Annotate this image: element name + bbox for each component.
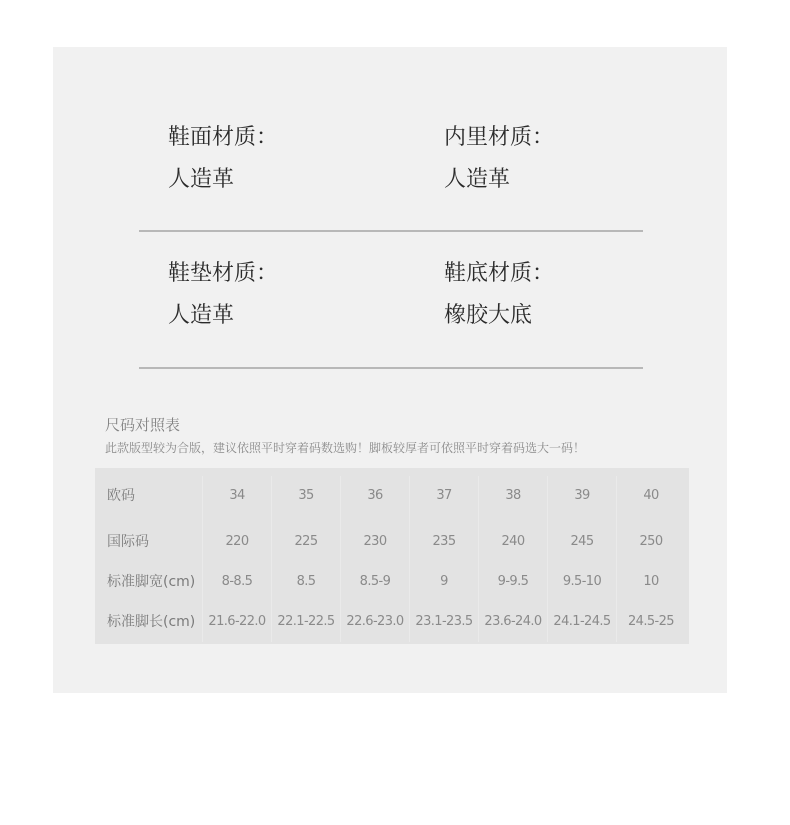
size-cell: 9 [410,562,479,602]
material-upper [168,123,388,195]
size-cell: 24.5-25 [628,614,674,629]
material-divider-1 [139,230,643,232]
size-cell: 220 [203,522,272,562]
size-cell: 8.5-9 [341,562,410,602]
material-lining-value: 人造革 [444,167,511,192]
material-insole-title: 鞋垫材质： [168,261,279,286]
size-cell: 34 [203,476,272,522]
size-chart-note: 此款版型较为合版，建议依照平时穿着码数选购！脚板较厚者可依照平时穿着码选大一码！ [105,441,586,455]
size-chart-table [95,468,689,644]
size-cell: 230 [341,522,410,562]
material-sole-value: 橡胶大底 [444,303,533,328]
size-cell: 39 [548,476,617,522]
size-row-intl [95,522,689,562]
size-row-eu [95,468,689,522]
size-row-foot-width [95,562,689,602]
size-cell: 225 [272,522,341,562]
product-details-panel [53,47,727,693]
material-lining [444,123,664,195]
size-row-foot-length [95,602,689,642]
material-divider-2 [139,367,643,369]
material-sole-title: 鞋底材质： [444,261,555,286]
size-cell: 37 [410,476,479,522]
size-cell: 40 [643,488,659,503]
size-cell: 35 [272,476,341,522]
size-cell: 24.1-24.5 [548,602,617,642]
size-cell: 38 [479,476,548,522]
size-cell: 22.6-23.0 [341,602,410,642]
size-cell: 23.6-24.0 [479,602,548,642]
material-insole-value: 人造革 [168,303,235,328]
material-insole [168,259,388,331]
size-cell: 23.1-23.5 [410,602,479,642]
material-upper-title: 鞋面材质： [168,125,279,150]
size-cell: 250 [639,534,663,549]
size-row-label: 标准脚长(cm) [95,602,203,642]
material-lining-title: 内里材质： [444,125,555,150]
size-cell: 9.5-10 [548,562,617,602]
size-cell: 22.1-22.5 [272,602,341,642]
size-cell: 36 [341,476,410,522]
size-row-label: 国际码 [95,522,203,562]
size-cell: 9-9.5 [479,562,548,602]
size-row-label: 欧码 [95,476,203,522]
material-upper-value: 人造革 [168,167,235,192]
size-cell: 8.5 [272,562,341,602]
size-cell: 245 [548,522,617,562]
size-chart-title: 尺码对照表 [105,416,181,434]
size-row-label: 标准脚宽(cm) [95,562,203,602]
size-cell: 10 [643,574,659,589]
size-cell: 235 [410,522,479,562]
size-cell: 240 [479,522,548,562]
size-cell: 21.6-22.0 [203,602,272,642]
material-sole [444,259,664,331]
size-cell: 8-8.5 [203,562,272,602]
